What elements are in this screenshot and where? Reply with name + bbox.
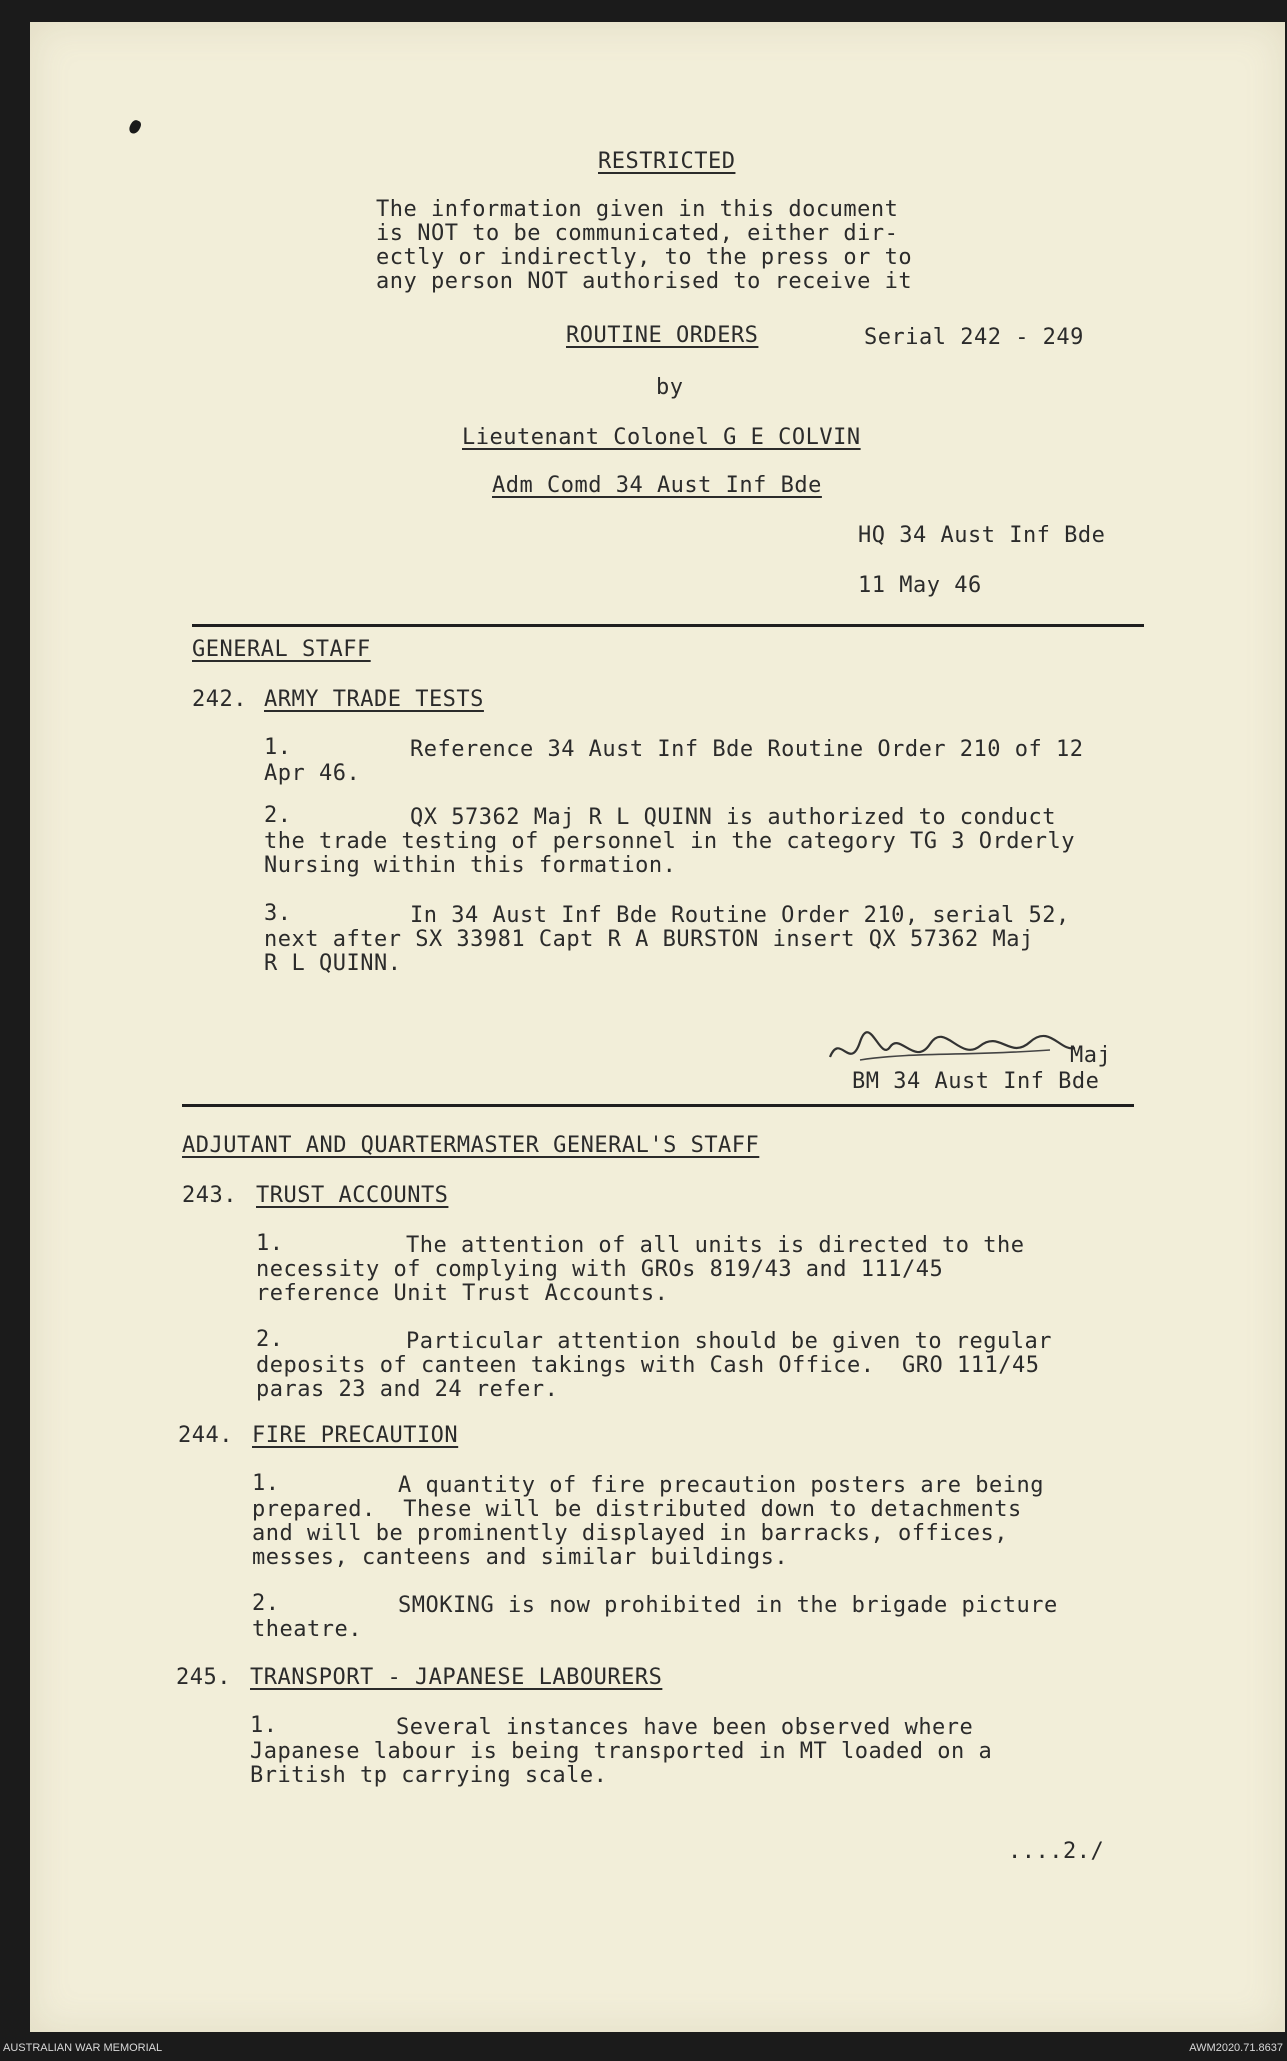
officer-name: Lieutenant Colonel G E COLVIN bbox=[462, 425, 861, 450]
para-number: 1. bbox=[264, 735, 292, 760]
document-title: ROUTINE ORDERS bbox=[566, 323, 759, 348]
para-number: 1. bbox=[252, 1471, 280, 1496]
section-heading-aqmg-staff: ADJUTANT AND QUARTERMASTER GENERAL'S STAFF bbox=[182, 1133, 760, 1158]
order-number: 243. bbox=[182, 1183, 237, 1208]
para-line: deposits of canteen takings with Cash Office. GRO 111/45 bbox=[256, 1353, 1040, 1378]
para-number: 2. bbox=[264, 803, 292, 828]
classification: RESTRICTED bbox=[598, 149, 736, 174]
para-line: next after SX 33981 Capt R A BURSTON insert QX 57362 Maj bbox=[264, 927, 1034, 952]
para-number: 3. bbox=[264, 901, 292, 926]
hq-location: HQ 34 Aust Inf Bde bbox=[858, 523, 1106, 548]
order-date: 11 May 46 bbox=[858, 573, 982, 598]
footer-credit: AUSTRALIAN WAR MEMORIAL bbox=[3, 2042, 163, 2054]
continuation-marker: ....2./ bbox=[1008, 1839, 1105, 1864]
notice-line-1: The information given in this document bbox=[376, 197, 899, 222]
order-number: 245. bbox=[176, 1665, 231, 1690]
para-line: In 34 Aust Inf Bde Routine Order 210, serial 52, bbox=[410, 903, 1070, 928]
order-number: 242. bbox=[192, 687, 247, 712]
signature-rank: Maj bbox=[1070, 1043, 1112, 1068]
para-line: Nursing within this formation. bbox=[264, 853, 677, 878]
ink-blot bbox=[128, 119, 143, 136]
para-line: Reference 34 Aust Inf Bde Routine Order 210 of 12 bbox=[410, 737, 1084, 762]
para-line: A quantity of fire precaution posters are being bbox=[398, 1473, 1045, 1498]
para-line: and will be prominently displayed in barracks, offices, bbox=[252, 1521, 1008, 1546]
notice-line-2: is NOT to be communicated, either dir- bbox=[376, 221, 899, 246]
para-line: British tp carrying scale. bbox=[250, 1763, 608, 1788]
para-line: SMOKING is now prohibited in the brigade picture bbox=[398, 1593, 1058, 1618]
divider-rule bbox=[192, 624, 1144, 627]
by-line: by bbox=[656, 375, 684, 400]
para-number: 1. bbox=[250, 1713, 278, 1738]
section-heading-general-staff: GENERAL STAFF bbox=[192, 637, 371, 662]
para-line: the trade testing of personnel in the category TG 3 Orderly bbox=[264, 829, 1075, 854]
notice-line-4: any person NOT authorised to receive it bbox=[376, 269, 913, 294]
footer-accession-number: AWM2020.71.8637 bbox=[1189, 2042, 1283, 2054]
para-line: Particular attention should be given to regular bbox=[406, 1329, 1053, 1354]
order-title: FIRE PRECAUTION bbox=[252, 1423, 459, 1448]
para-line: QX 57362 Maj R L QUINN is authorized to conduct bbox=[410, 805, 1057, 830]
notice-line-3: ectly or indirectly, to the press or to bbox=[376, 245, 913, 270]
order-title: TRANSPORT - JAPANESE LABOURERS bbox=[250, 1665, 663, 1690]
order-title: ARMY TRADE TESTS bbox=[264, 687, 484, 712]
para-line: R L QUINN. bbox=[264, 951, 402, 976]
para-number: 1. bbox=[256, 1231, 284, 1256]
signature-appointment: BM 34 Aust Inf Bde bbox=[852, 1069, 1100, 1094]
para-number: 2. bbox=[256, 1327, 284, 1352]
officer-appointment: Adm Comd 34 Aust Inf Bde bbox=[492, 473, 822, 498]
para-line: Several instances have been observed where bbox=[396, 1715, 974, 1740]
divider-rule bbox=[182, 1104, 1134, 1107]
order-title: TRUST ACCOUNTS bbox=[256, 1183, 449, 1208]
para-line: prepared. These will be distributed down to detachments bbox=[252, 1497, 1022, 1522]
para-line: Japanese labour is being transported in MT loaded on a bbox=[250, 1739, 993, 1764]
order-number: 244. bbox=[178, 1423, 233, 1448]
para-line: theatre. bbox=[252, 1617, 362, 1642]
para-line: messes, canteens and similar buildings. bbox=[252, 1545, 789, 1570]
para-number: 2. bbox=[252, 1591, 280, 1616]
para-line: paras 23 and 24 refer. bbox=[256, 1377, 559, 1402]
serial: Serial 242 - 249 bbox=[864, 325, 1084, 350]
document-page bbox=[30, 22, 1285, 2032]
para-line: The attention of all units is directed to the bbox=[406, 1233, 1025, 1258]
para-line: Apr 46. bbox=[264, 761, 361, 786]
para-line: necessity of complying with GROs 819/43 and 111/45 bbox=[256, 1257, 944, 1282]
para-line: reference Unit Trust Accounts. bbox=[256, 1281, 669, 1306]
